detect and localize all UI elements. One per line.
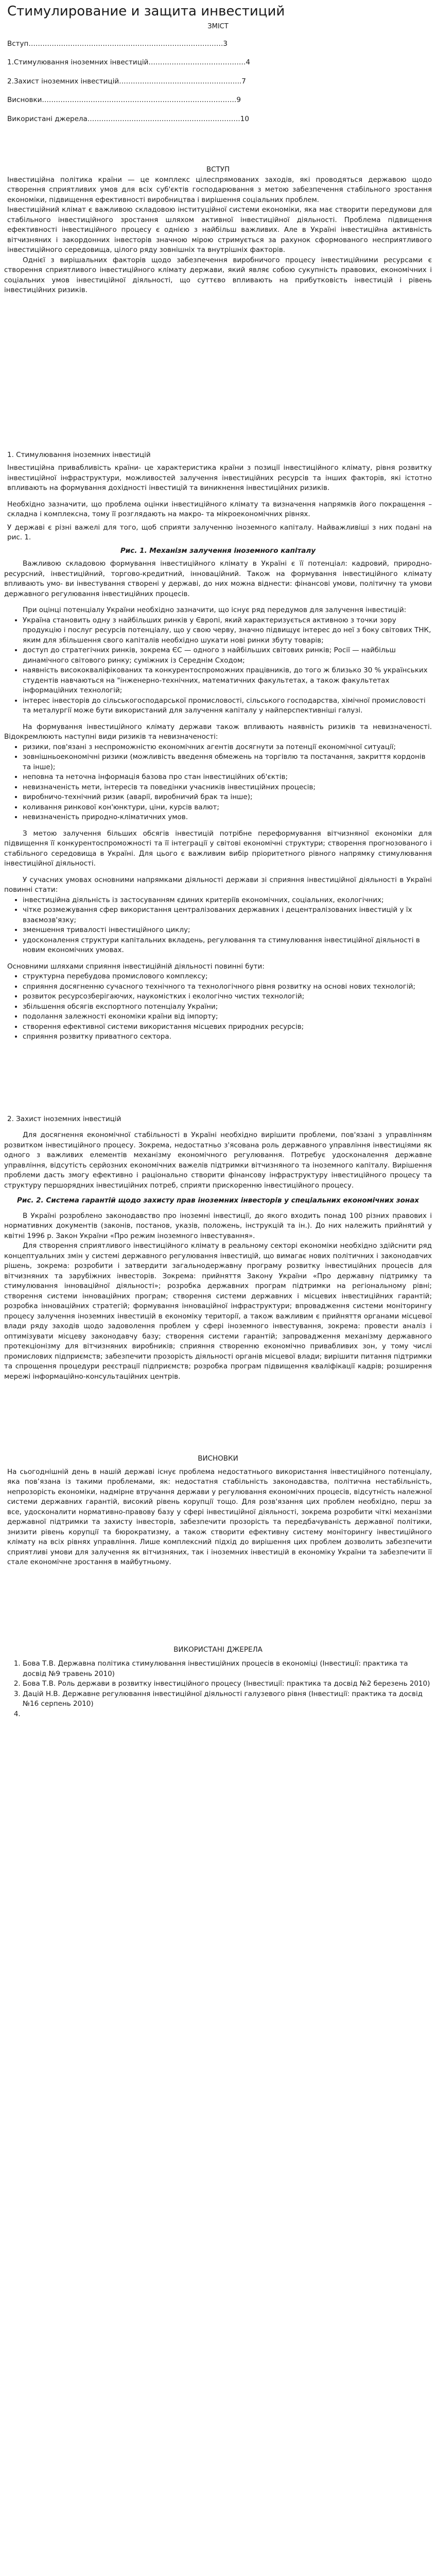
toc-entry[interactable]: Вступ…………………………………………………………………………3 [7, 39, 228, 48]
list-item: • невизначеність природно-кліматичних умов. [23, 812, 432, 823]
list-item: • неповна та неточна інформація базова про стан інвестиційних об'єктів; [23, 772, 432, 783]
section-1-paragraph: У державі є різні важелі для того, щоб сприяти залученню іноземного капіталу. Найважливіші з них подані на рис. 1. [7, 523, 432, 541]
list-item: • удосконалення структури капітальних вкладень, регулювання та стимулювання інвестиційної діяльності в новим економічних умовах. [23, 936, 432, 956]
figure-caption: Рис. 2. Система гарантій щодо захисту прав іноземних інвесторів у спеціальних економічних зонах [16, 1196, 420, 1205]
sources-list [4, 1659, 432, 1719]
intro-paragraph: Інвестиційна політика країни — це комплекс цілеспрямованих заходів, які проводяться державою щодо створення сприятливих умов для всіх суб'єктів господарювання з метою забезпечення стабільного зростання економіки, підвищення ефективності виробництва і вирішення соціальних проблем. [7, 175, 432, 204]
figure-caption: Рис. 1. Механізм залучення іноземного капіталу [120, 546, 316, 555]
section-2-paragraph: Для створення сприятливого інвестиційного клімату в реальному секторі економіки необхідно здійснити ряд концептуальних змін у системі державного регулювання інвестицій, що вимагає нових політичних і законодавчих рішень, зокрема: розробити і затвердити загальнодержавну програму розвитку інвестиційних процесів для вітчизняних та зарубіжних інвесторів. Зокрема: прийняття Закону України «Про державну підтримку та стимулювання інноваційної діяльності»; розробка державних програм підтримки на регіональному рівні; створення системи інноваційних програм; створення системи державних і місцевих інвестиційних гарантій; розробка інноваційних стратегій; формування інноваційної інфраструктури; впровадження системи моніторингу процесу залучення іноземних інвестицій в економіку території, а також важливим є прийняття органами місцевої влади ряду заходів щодо задоволення проблем у сфері іноземного інвестування, зокрема: провести аналіз і оптимізувати місцеву законодавчу базу; створення системи гарантій; запровадження механізму державного протекціонізму для вітчизняних виробників; сприяння створенню економічно привабливих зон, у тому числі промислових підприємств; забезпечити прозорість діяльності органів місцевої влади; вирішити питання підтримки та спрощення процедури реєстрації підприємств; розробка програм підвищення кваліфікації кадрів; розширення мережі інформаційно-консультаційних центрів. [4, 1242, 432, 1381]
list-item: • невизначеність мети, інтересів та поведінки учасників інвестиційних процесів; [23, 783, 432, 793]
list-item: • сприяння досягненню сучасного технічного та технологічного рівня розвитку на основі нових технологій; [23, 982, 432, 992]
source-item [23, 1709, 432, 1720]
list-item: • структурна перебудова промислового комплексу; [23, 972, 432, 982]
conclusions-paragraph: На сьогоднішній день в нашій державі існує проблема недостатнього використання інвестиційного потенціалу, яка пов’язана із такими проблемами, як: недостатня стабільність законодавства, політична нестабільність, непрозорість економіки, надмірне втручання держави у регулювання економічних процесів, відсутність належної системи державних гарантій, високий рівень корупції тощо. Для розв'язання цих проблем необхідно, перш за все, удосконалити нормативно-правову базу у сфері інвестиційної діяльності, зокрема розробити чіткі механізми державної підтримки та захисту інвесторів, забезпечити прозорість та передбачуваність державної політики, знизити рівень корупції та бюрократизму, а також створити ефективну систему моніторингу інвестиційного клімату на всіх рівнях управління. Лише комплексний підхід до вирішення цих проблем дозволить забезпечити сприятливі умови для залучення як вітчизняних, так і іноземних інвестицій в економіку України та забезпечити її стале економічне зростання в майбутньому. [7, 1467, 432, 1566]
list-item: • створення ефективної системи використання місцевих природних ресурсів; [23, 1022, 432, 1032]
section-2-heading: 2. Захист іноземних інвестицій [7, 1114, 121, 1123]
list-item: • наявність висококваліфікованих та конкурентоспроможних працівників, до того ж близько 30 % українських студентів навчаються на "інженерно-технічних, математичних факультетах, а також факультетах інформаційних технологій; [23, 666, 432, 696]
list-item: • подолання залежності економіки країни від імпорту; [23, 1012, 432, 1022]
section-1-paragraph: На формування інвестиційного клімату держави також впливають наявність ризиків та невизначеності. Відокремлюють наступні види ризиків та невизначеності: [4, 722, 432, 741]
list-item: • збільшення обсягів експортного потенціалу України; [23, 1002, 432, 1012]
risks-list [4, 742, 432, 823]
section-1-paragraph: З метою залучення більших обсягів інвестицій потрібне переформування вітчизняної економіки для підвищення її конкурентоспроможності та її інтеграції у світові економічні структури; створення прогнозованого і стабільного середовища в Україні. Для цього є важливим вибір пріоритетного рівного напрямку стимулювання інвестиційної діяльності. [4, 829, 432, 868]
list-item: • сприяння розвитку приватного сектора. [23, 1032, 432, 1042]
intro-paragraph: Однієї з вирішальних факторів щодо забезпечення виробничого процесу інвестиційними ресурсами є створення сприятливого інвестиційного клімату держави, який являє собою сукупність правових, економічних і соціальних умов інвестиційної діяльності, що суттєво впливають на прибутковість інвестицій і рівень інвестиційних ризиків. [4, 256, 432, 294]
list-item: • коливання ринкової кон'юнктури, ціни, курсів валют; [23, 803, 432, 813]
list-item: • інтерес інвесторів до сільськогосподарської промисловості, сільського господарства, хімічної промисловості та металургії може бути використаний для залучення капіталу у найперспективніші галузі. [23, 696, 432, 716]
list-item: • зовнішньоекономічні ризики (можливість введення обмежень на торгівлю та постачання, закриття кордонів та інше); [23, 752, 432, 772]
toc-entry[interactable]: 1.Стимулювання іноземних інвестицій……………………………………4 [7, 58, 250, 66]
sources-heading: ВИКОРИСТАНІ ДЖЕРЕЛА [173, 1645, 263, 1654]
list-item: • чітке розмежування сфер використання централізованих державних і децентралізованих інвестицій у їх взаємозв'язку; [23, 905, 432, 925]
section-1-paragraph: Основними шляхами сприяння інвестиційній діяльності повинні бути: [7, 962, 265, 971]
section-2-paragraph: Для досягнення економічної стабільності в Україні необхідно вирішити проблеми, пов'язані з управлінням розвитком інвестиційного процесу. Зокрема, недостатньо з'ясована роль державного управління інвестиціями як одного з важливих елементів механізму економічного регулювання. Потребує удосконалення державне управління, відсутість серйозних економічних важелів підтримки вітчизняного та іноземного капіталу. Вирішення проблеми дасть змогу ефективно і раціонально створити фінансову інфраструктуру інвестиційного процесу та структуру першорядних інвестиційних потреб, сприяти прискоренню інвестиційного процесу. [4, 1131, 432, 1190]
toc-entry[interactable]: Використані джерела…………………………………………………………10 [7, 114, 249, 123]
section-1-paragraph: Інвестиційна привабливість країни- це характеристика країни з позиції інвестиційного клімату, рівня розвитку інвестиційної інфраструктури, можливостей залучення інвестиційних ресурсів та інших факторів, які істотно впливають на формування дохідності інвестицій та виникнення інвестиційних ризиків. [7, 464, 432, 492]
section-2-paragraph: В Україні розроблено законодавство про іноземні інвестиції, до якого входить понад 100 різних правових і нормативних документів (законів, постанов, указів, положень, інструкцій та ін.). До них належить прийнятий у квітні 1996 р. Закон України «Про режим іноземного інвестування». [4, 1211, 432, 1240]
section-1-paragraph: У сучасних умовах основними напрямками діяльності держави зі сприяння інвестиційної діяльності в Україні повинні стати: [4, 875, 432, 894]
list-item: • доступ до стратегічних ринків, зокрема ЄС — одного з найбільших світових ринків; Росії — найбільш динамічного світового ринку; суміжних із Середнім Сходом; [23, 646, 432, 666]
table-of-contents [7, 39, 432, 125]
source-item: 3. Дацій Н.В. Державне регулювання інвестиційної діяльності галузевого рівня (Інвестиції: практика та досвід №16 серпень 2010) [23, 1689, 432, 1709]
toc-entry[interactable]: 2.Захист іноземних інвестицій……………………………………………..7 [7, 77, 246, 86]
list-item: • зменшення тривалості інвестиційного циклу; [23, 925, 432, 936]
ways-list [4, 972, 432, 1042]
list-item: • виробничо-технічний ризик (аварії, виробничий брак та інше); [23, 792, 432, 803]
intro-paragraph: Інвестиційний клімат є важливою складовою інституційної системи економіки, яка має створити передумови для стабільного інвестиційного зростання шляхом активної інвестиційної діяльності. Проблема підвищення ефективності інвестиційного процесу є однією з найбільш важливих. Але в Україні інвестиційна активність вітчизняних і закордонних інвесторів значною мірою стримується за рахунок сформованого несприятливого інвестиційного середовища, цілого ряду зовнішніх та внутрішніх факторів. [7, 206, 432, 254]
list-item: • ризики, пов'язані з неспроможністю економічних агентів досягнути за потенції економічної ситуації; [23, 742, 432, 753]
toc-heading: ЗМІСТ [207, 23, 229, 30]
section-1-heading: 1. Стимулювання іноземних інвестицій [7, 450, 151, 459]
source-item: 2. Бова Т.В. Роль держави в розвитку інвестиційного процесу (Інвестиції: практика та досвід №2 березень 2010) [23, 1679, 432, 1689]
directions-list [4, 895, 432, 956]
list-item: • розвиток ресурсозберігаючих, наукомістких і екологічно чистих технологій; [23, 992, 432, 1002]
list-item: • Україна становить одну з найбільших ринків у Європі, який характеризується активною з точки зору продукцію і послуг ресурсів потенціалу, що у свою черву, значно підвищує інтерес до неї з боку світових ТНК, яким для збільшення свого капіталів необхідно шукати нові ринки збуту товарів; [23, 616, 432, 646]
prerequisites-list [4, 616, 432, 716]
section-1-paragraph: При оцінці потенціалу України необхідно зазначити, що існує ряд передумов для залучення інвестицій: [23, 606, 407, 614]
conclusions-heading: ВИСНОВКИ [198, 1454, 238, 1463]
source-item: 1. Бова Т.В. Державна політика стимулювання інвестиційних процесів в економіці (Інвестиції: практика та досвід №9 травень 2010) [23, 1659, 432, 1679]
section-1-paragraph: Важливою складовою формування інвестиційного клімату в Україні є її потенціал: кадровий, природно-ресурсний, інвестиційний, торгово-кредитний, інноваційний. Також на формування інвестиційного клімату впливають умо- ви інвестування створені у державі, до них можна віднести: фінансові умови, політичну та умови державного регулювання інвестиційних процесів. [4, 560, 432, 598]
toc-entry[interactable]: Висновки…………………………………………………………………………9 [7, 96, 241, 104]
section-1-paragraph: Необхідно зазначити, що проблема оцінки інвестиційного клімату та визначення напрямків його покращення – складна і комплексна, тому її розглядають на макро- та мікроекономічних рівнях. [7, 500, 432, 518]
intro-heading: ВСТУП [206, 165, 230, 174]
list-item: • інвестиційна діяльність із застосуванням єдиних критеріїв економічних, соціальних, екологічних; [23, 895, 432, 906]
page-title: Стимулирование и защита инвестиций [7, 4, 285, 19]
